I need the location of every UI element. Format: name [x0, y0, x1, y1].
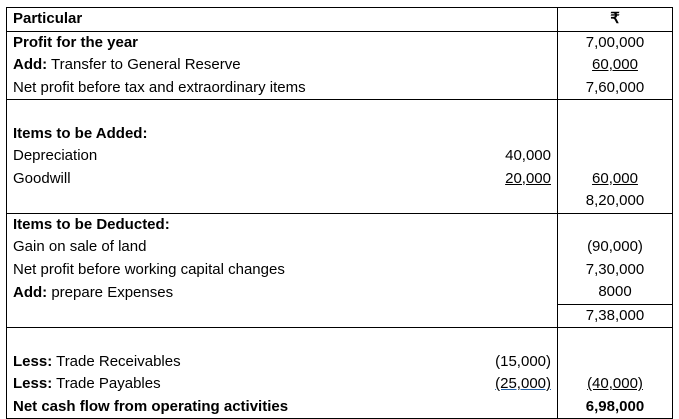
- row-amount: 7,30,000: [558, 259, 673, 282]
- row-label: [7, 190, 482, 213]
- row-label: Items to be Deducted:: [7, 213, 482, 236]
- table-row: [7, 190, 673, 213]
- row-sub: 40,000: [505, 147, 551, 165]
- row-label: Gain on sale of land: [7, 236, 482, 259]
- table-row: [7, 123, 673, 146]
- cash-flow-table: [6, 7, 673, 419]
- row-sub: [482, 54, 558, 77]
- row-sub: [482, 259, 558, 282]
- row-amount: [558, 123, 673, 146]
- table-row: [7, 100, 673, 123]
- table-row: [7, 373, 673, 396]
- row-sub: (25,000): [495, 375, 551, 393]
- table-row: [7, 281, 673, 304]
- row-sub: [482, 31, 558, 54]
- row-sub: [482, 396, 558, 419]
- row-label: Profit for the year: [7, 31, 482, 54]
- header-currency: ₹: [558, 8, 673, 32]
- row-label: Add: Transfer to General Reserve: [7, 54, 482, 77]
- row-amount: 7,38,000: [558, 304, 673, 328]
- table-row: [7, 77, 673, 100]
- row-amount: [558, 145, 673, 168]
- row-sub: [482, 123, 558, 146]
- row-label: Less: Trade Payables: [7, 373, 482, 396]
- row-label: Goodwill: [7, 168, 482, 191]
- row-label: [7, 328, 482, 351]
- row-amount: [558, 328, 673, 351]
- row-sub: [482, 100, 558, 123]
- row-sub: [482, 190, 558, 213]
- row-sub: [482, 213, 558, 236]
- row-amount: (40,000): [558, 373, 673, 396]
- row-sub: [482, 304, 558, 328]
- row-amount: 60,000: [558, 54, 673, 77]
- row-sub: [482, 328, 558, 351]
- table-row: [7, 54, 673, 77]
- row-amount: 7,60,000: [558, 77, 673, 100]
- row-label: [7, 100, 482, 123]
- row-amount: 60,000: [558, 168, 673, 191]
- row-amount: [558, 351, 673, 374]
- row-amount: [558, 213, 673, 236]
- header-row: [7, 8, 673, 32]
- table-row: [7, 396, 673, 419]
- table-row: [7, 31, 673, 54]
- table-row: [7, 168, 673, 191]
- row-label: Net profit before tax and extraordinary items: [7, 77, 482, 100]
- table-row: [7, 304, 673, 328]
- row-sub: [482, 236, 558, 259]
- table-row: [7, 213, 673, 236]
- row-label: Items to be Added:: [7, 123, 482, 146]
- table-row: [7, 236, 673, 259]
- row-amount: [558, 100, 673, 123]
- table-row: [7, 145, 673, 168]
- header-particular: Particular: [7, 8, 482, 32]
- row-label: Less: Trade Receivables: [7, 351, 482, 374]
- row-amount: 6,98,000: [558, 396, 673, 419]
- row-sub: (15,000): [495, 352, 551, 370]
- row-amount: 8000: [558, 281, 673, 304]
- table-row: [7, 259, 673, 282]
- header-sub-blank: [482, 8, 558, 32]
- table-row: [7, 351, 673, 374]
- row-amount: 8,20,000: [558, 190, 673, 213]
- row-label: Net cash flow from operating activities: [7, 396, 482, 419]
- table-row: [7, 328, 673, 351]
- row-sub: 20,000: [505, 169, 551, 187]
- row-sub: [482, 281, 558, 304]
- row-label: Depreciation: [7, 145, 482, 168]
- row-label: Add: prepare Expenses: [7, 281, 482, 304]
- row-amount: (90,000): [558, 236, 673, 259]
- row-amount: 7,00,000: [558, 31, 673, 54]
- row-sub: [482, 77, 558, 100]
- row-label: [7, 304, 482, 328]
- row-label: Net profit before working capital changes: [7, 259, 482, 282]
